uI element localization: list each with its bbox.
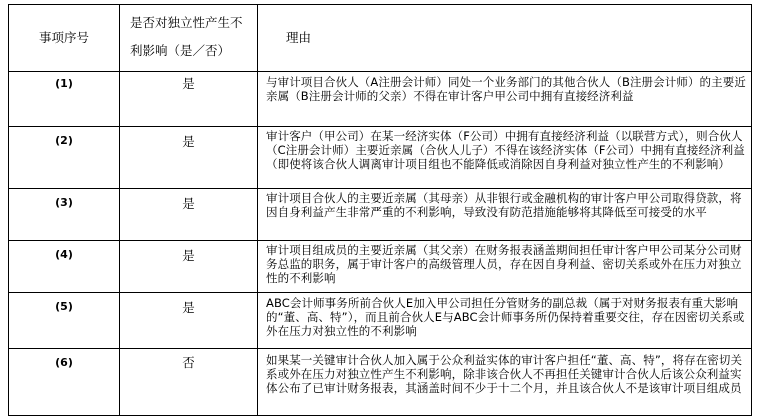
row-reason: ABC会计师事务所前合伙人E加入甲公司担任分管财务的副总裁（属于对财务报表有重大影响的“董、高、特”），而且前合伙人E与ABC会计师事务所仍保持着重要交往，存在因密切关系或外在压力对独立性的不利影响 <box>266 296 745 338</box>
row-answer-cell <box>120 241 258 292</box>
table-row <box>9 349 751 415</box>
row-answer-cell <box>120 349 258 415</box>
header-reason-label: 理由 <box>286 30 312 45</box>
row-reason-cell <box>258 189 751 240</box>
row-reason: 如果某一关键审计合伙人加入属于公众利益实体的审计客户担任“董、高、特”，将存在密切关系或外在压力对独立性产生不利影响，除非该合伙人不再担任关键审计合伙人后该公众利益实体公布了已审计财务报表，其涵盖时间不少于十二个月，并且该合伙人不是该审计项目组成员 <box>266 353 743 395</box>
table-header-row <box>9 5 751 72</box>
header-cell-impact <box>120 5 258 71</box>
row-number-cell <box>9 349 120 415</box>
row-number-cell <box>9 293 120 348</box>
row-number-cell <box>9 127 120 188</box>
row-answer-cell <box>120 293 258 348</box>
row-reason: 审计项目合伙人的主要近亲属（其母亲）从非银行或金融机构的审计客户甲公司取得贷款，将因自身利益产生非常严重的不利影响，导致没有防范措施能够将其降低至可接受的水平 <box>266 191 742 219</box>
row-answer-cell <box>120 127 258 188</box>
header-cell-number <box>9 5 120 71</box>
header-number-label: 事项序号 <box>38 30 89 45</box>
row-answer: 是 <box>182 76 195 91</box>
row-number: (5) <box>55 300 73 313</box>
row-answer: 是 <box>182 300 195 315</box>
table-row <box>9 241 751 293</box>
row-number: (1) <box>55 77 73 90</box>
row-number-cell <box>9 241 120 292</box>
row-reason: 审计客户（甲公司）在某一经济实体（F公司）中拥有直接经济利益（以联营方式），则合伙人（C注册会计师）主要近亲属（合伙人儿子）不得在该经济实体（F公司）中拥有直接经济利益（即使将该合伙人调离审计项目组也不能降低或消除因自身利益对独立性产生的不利影响） <box>266 129 745 171</box>
row-number-cell <box>9 189 120 240</box>
row-answer: 是 <box>182 196 195 211</box>
row-number: (6) <box>55 356 73 369</box>
row-answer: 否 <box>182 355 195 370</box>
row-reason: 与审计项目合伙人（A注册会计师）同处一个业务部门的其他合伙人（B注册会计师）的主要近亲属（B注册会计师的父亲）不得在审计客户甲公司中拥有直接经济利益 <box>266 75 746 103</box>
table-row <box>9 189 751 241</box>
row-reason-cell <box>258 293 751 348</box>
header-impact-label-line2: 利影响（是／否） <box>130 43 231 58</box>
row-reason-cell <box>258 72 751 126</box>
row-reason-cell <box>258 349 751 415</box>
row-answer-cell <box>120 189 258 240</box>
independence-table <box>8 4 752 416</box>
table-row <box>9 293 751 349</box>
row-answer: 是 <box>182 134 195 149</box>
header-cell-reason <box>258 5 751 71</box>
row-reason-cell <box>258 127 751 188</box>
row-number: (4) <box>55 248 73 261</box>
row-reason: 审计项目组成员的主要近亲属（其父亲）在财务报表涵盖期间担任审计客户甲公司某分公司财务总监的职务，属于审计客户的高级管理人员，存在因自身利益、密切关系或外在压力对独立性的不利影响 <box>266 243 742 285</box>
row-number: (2) <box>55 134 73 147</box>
row-reason-cell <box>258 241 751 292</box>
row-answer: 是 <box>182 248 195 263</box>
row-number: (3) <box>55 196 73 209</box>
header-impact-label-line1: 是否对独立性产生不 <box>130 15 243 30</box>
table-row <box>9 127 751 189</box>
row-number-cell <box>9 72 120 126</box>
row-answer-cell <box>120 72 258 126</box>
table-row <box>9 72 751 127</box>
